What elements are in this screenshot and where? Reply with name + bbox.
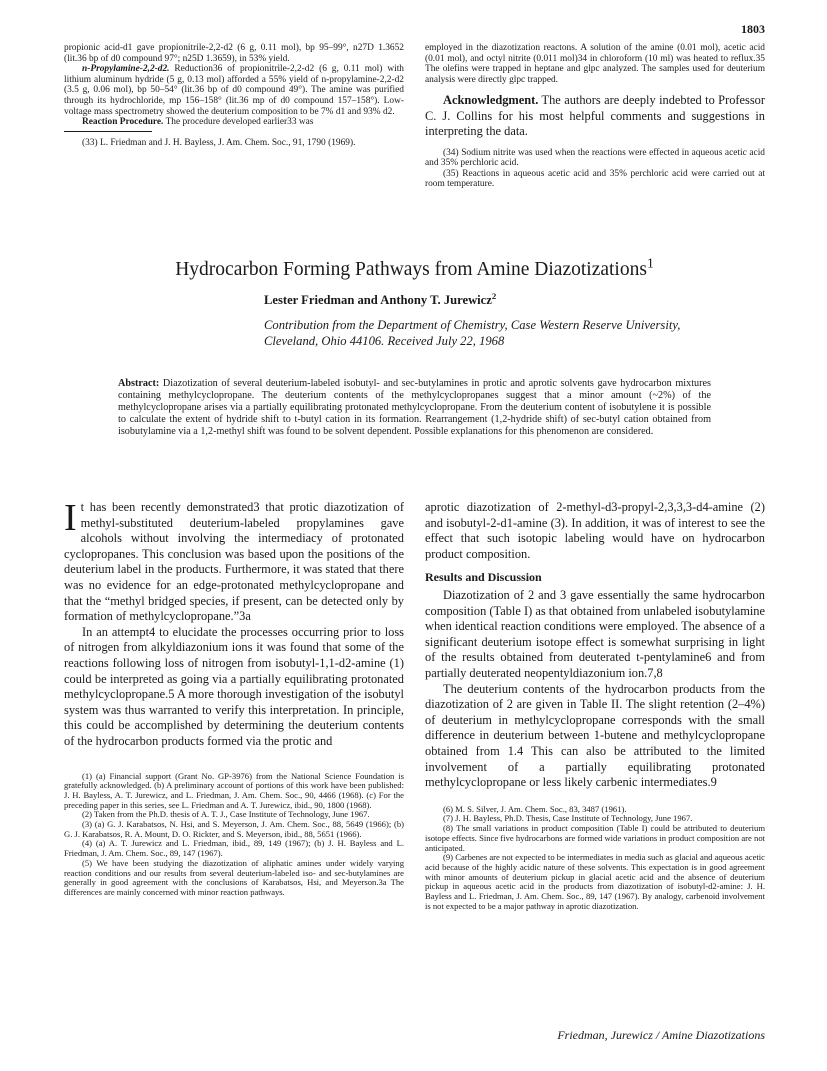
results-text bbox=[425, 500, 765, 791]
page-number: 1803 bbox=[741, 22, 765, 36]
intro-text bbox=[64, 497, 404, 750]
footnotes bbox=[425, 805, 765, 912]
footnote-rule bbox=[64, 131, 152, 132]
body-paragraph: It has been recently demonstrated3 that protic diazotization of methyl-substituted deuterium-labeled propylamines gave alcohols without involving the intermediacy of protonated cyclopropanes. This conclusion was based upon the positions of the deuterium label in the products. Furthermore, it was stated that there was no evidence for an edge-protonated methylcyclopropane and that the “methyl bridged species, if present, can be detected only by formation of methylcyclopropane.”3a bbox=[64, 497, 404, 624]
footnote: (1) (a) Financial support (Grant No. GP-3976) from the National Science Foundation is gratefully acknowledged. (b) A preliminary account of portions of this work have been published: J. H. Bayless, A. T. Jurewicz, and L. Friedman, J. Am. Chem. Soc., 90, 4466 (1968). (c) For the preceding paper in this series, see L. Friedman and A. T. Jurewicz, ibid., 90, 1800 (1968). bbox=[64, 770, 404, 810]
footnote: (9) Carbenes are not expected to be intermediates in media such as glacial and aqueous acetic acid because of the highly acidic nature of these solvents. This expectation is in good agreement with minor amounts of deuterium pickup in glacial acetic acid and the absence of deuterium pickup in aqueous acetic acid in the products from diazotization of isobutyl-d2-amine: J. H. Bayless and L. Friedman, J. Am. Chem. Soc., 89, 147 (1967). By analogy, carbenoid involvement is not expected to be a major pathway in aprotic diazotization. bbox=[425, 852, 765, 911]
experimental-paragraph: propionic acid-d1 gave propionitrile-2,2-d2 (6 g, 0.11 mol), bp 95–99°, n27D 1.3652 (lit.36 bp of d0 compound 97°; n25D 1.3659), in 53% yield. bbox=[64, 43, 404, 64]
abstract: Abstract: Diazotization of several deuterium-labeled isobutyl- and sec-butylamines in protic and aprotic solvents gave hydrocarbon mixtures containing methylcyclopropane. The deuterium contents of the methylcyclopropanes suggest that a minor amount (~2%) of the methylcyclopropane arises via a partially equilibrating protonated methylcyclopropane. From the deuterium content of isobutylene it is possible to calculate the extent of hydride shift to t-butyl cation in its formation. Rearrangement (1,2-hydride shift) of sec-butyl cation obtained from isobutylamine via a 1,2-methyl shift was found to be solvent dependent. Possible explanations for this phenomenon are considered. bbox=[118, 378, 711, 438]
running-footer: Friedman, Jurewicz / Amine Diazotizations bbox=[557, 1028, 765, 1042]
footnote: (2) Taken from the Ph.D. thesis of A. T. J., Case Institute of Technology, June 1967. bbox=[82, 809, 370, 820]
article-title: Hydrocarbon Forming Pathways from Amine Diazotizations$^1$ bbox=[175, 255, 654, 280]
footnote: (6) M. S. Silver, J. Am. Chem. Soc., 83, 3487 (1961). bbox=[443, 803, 627, 814]
footnote: (33) L. Friedman and J. H. Bayless, J. Am. Chem. Soc., 91, 1790 (1969). bbox=[82, 137, 356, 148]
drop-cap: I bbox=[64, 497, 77, 539]
paragraph-heading: Acknowledgment. bbox=[443, 93, 539, 108]
paragraph-heading: Reaction Procedure. bbox=[82, 117, 164, 128]
affiliation: Contribution from the Department of Chemistry, Case Western Reserve University, Cleveland, Ohio 44106. Received July 22, 1968 bbox=[264, 318, 681, 348]
right-body-column bbox=[425, 500, 765, 911]
footnote: (35) Reactions in aqueous acetic acid and 35% perchloric acid were carried out at room temperature. bbox=[425, 168, 765, 190]
experimental-paragraph: employed in the diazotization reactons. A solution of the amine (0.01 mol), acetic acid (0.01 mol), and octyl nitrite (0.011 mol)34 in chloroform (10 ml) was heated to reflux.35 The olefins were trapped in heptane and glpc analyzed. The samples used for deuterium analysis were directly glpc trapped. bbox=[425, 43, 765, 85]
footnotes bbox=[64, 772, 404, 898]
paragraph-heading: n-Propylamine-2,2-d2. bbox=[82, 64, 170, 75]
experimental-continuation-right bbox=[425, 43, 765, 190]
footnote: (8) The small variations in product composition (Table I) could be attributed to deuterium isotope effects. Since five hydrocarbons are formed wide variations in product composition are not anticipated. bbox=[425, 823, 765, 853]
footnote: (34) Sodium nitrite was used when the reactions were effected in aqueous acetic acid and 35% perchloric acid. bbox=[425, 147, 765, 169]
body-paragraph: In an attempt4 to elucidate the processes occurring prior to loss of nitrogen from alkyldiazonium ions it was found that some of the reactions following loss of nitrogen from isobutyl-1,1-d2-amine (1) could be interpreted as going via a partially equilibrating protonated methylcyclopropane.5 A more thorough investigation of the isobutyl system was thus warranted to verify this interpretation. In principle, this could be accomplished by determining the deuterium contents of the hydrocarbon products formed via the protic and bbox=[64, 624, 404, 748]
footnote: (7) J. H. Bayless, Ph.D. Thesis, Case Institute of Technology, June 1967. bbox=[443, 813, 693, 824]
abstract-label: Abstract: bbox=[118, 378, 160, 389]
authors: Lester Friedman and Anthony T. Jurewicz$^2$ bbox=[264, 290, 497, 307]
section-heading: Results and Discussion bbox=[425, 570, 542, 585]
footnote: (5) We have been studying the diazotization of aliphatic amines under widely varying reaction conditions and our results from several deuterium-labeled iso- and sec-butylamines are generally in good agreement with the conclusions of Karabatsos, Hsi, and Meyerson.3a The differences are mainly concerned with minor reaction pathways. bbox=[64, 857, 404, 897]
experimental-paragraph: n-Propylamine-2,2-d2. Reduction36 of propionitrile-2,2-d2 (6 g, 0.11 mol) with lithium aluminum hydride (5 g, 0.13 mol) afforded a 55% yield of n-propylamine-2,2-d2 (3.5 g, 0.06 mol), bp 50–54° (lit.36 bp of d0 compound 49°). The amine was purified through its hydrochloride, mp 156–158° (lit.36 mp of d0 compound 157–158°). Low-voltage mass spectrometry showed the deuterium composition to be 7% d1 and 93% d2. bbox=[64, 64, 404, 117]
body-paragraph: aprotic diazotization of 2-methyl-d3-propyl-2,3,3,3-d4-amine (2) and isobutyl-2-d1-amine (3). In addition, it was of interest to see the effect that such isotopic labeling would have on hydrocarbon product composition. bbox=[425, 500, 765, 561]
body-paragraph: The deuterium contents of the hydrocarbon products from the diazotization of 2 are given in Table II. The slight retention (2–4%) of deuterium in methylcyclopropane corresponds with the small difference in deuterium between 1-butene and methylcyclopropane obtained from 1.4 This can also be attributed to the limited involvement of a partially equilibrating protonated methylcyclopropane or less likely carbenic intermediates.9 bbox=[425, 681, 765, 790]
title-block bbox=[64, 255, 765, 281]
footnote: (4) (a) A. T. Jurewicz and L. Friedman, ibid., 89, 149 (1967); (b) J. H. Bayless and L. Friedman, J. Am. Chem. Soc., 89, 147 (1967). bbox=[64, 838, 404, 859]
acknowledgment: Acknowledgment. The authors are deeply indebted to Professor C. J. Collins for his most helpful comments and suggestions in interpreting the data. bbox=[425, 93, 765, 139]
experimental-paragraph: Reaction Procedure. The procedure developed earlier33 was bbox=[82, 117, 314, 128]
left-body-column bbox=[64, 497, 404, 898]
body-paragraph: Diazotization of 2 and 3 gave essentially the same hydrocarbon composition (Table I) as that obtained from unlabeled isobutylamine when identical reaction conditions were employed. The absence of a significant deuterium isotope effect is somewhat surprising in light of the results obtained from deuterated t-pentylamine6 and from partially deuterated neopentyldiazonium ion.7,8 bbox=[425, 587, 765, 680]
footnote: (3) (a) G. J. Karabatsos, N. Hsi, and S. Meyerson, J. Am. Chem. Soc., 88, 5649 (1966); (b) G. J. Karabatsos, R. A. Mount, D. O. Rickter, and S. Meyerson, ibid., 88, 5651 (1966). bbox=[64, 819, 404, 839]
experimental-continuation bbox=[64, 43, 404, 148]
